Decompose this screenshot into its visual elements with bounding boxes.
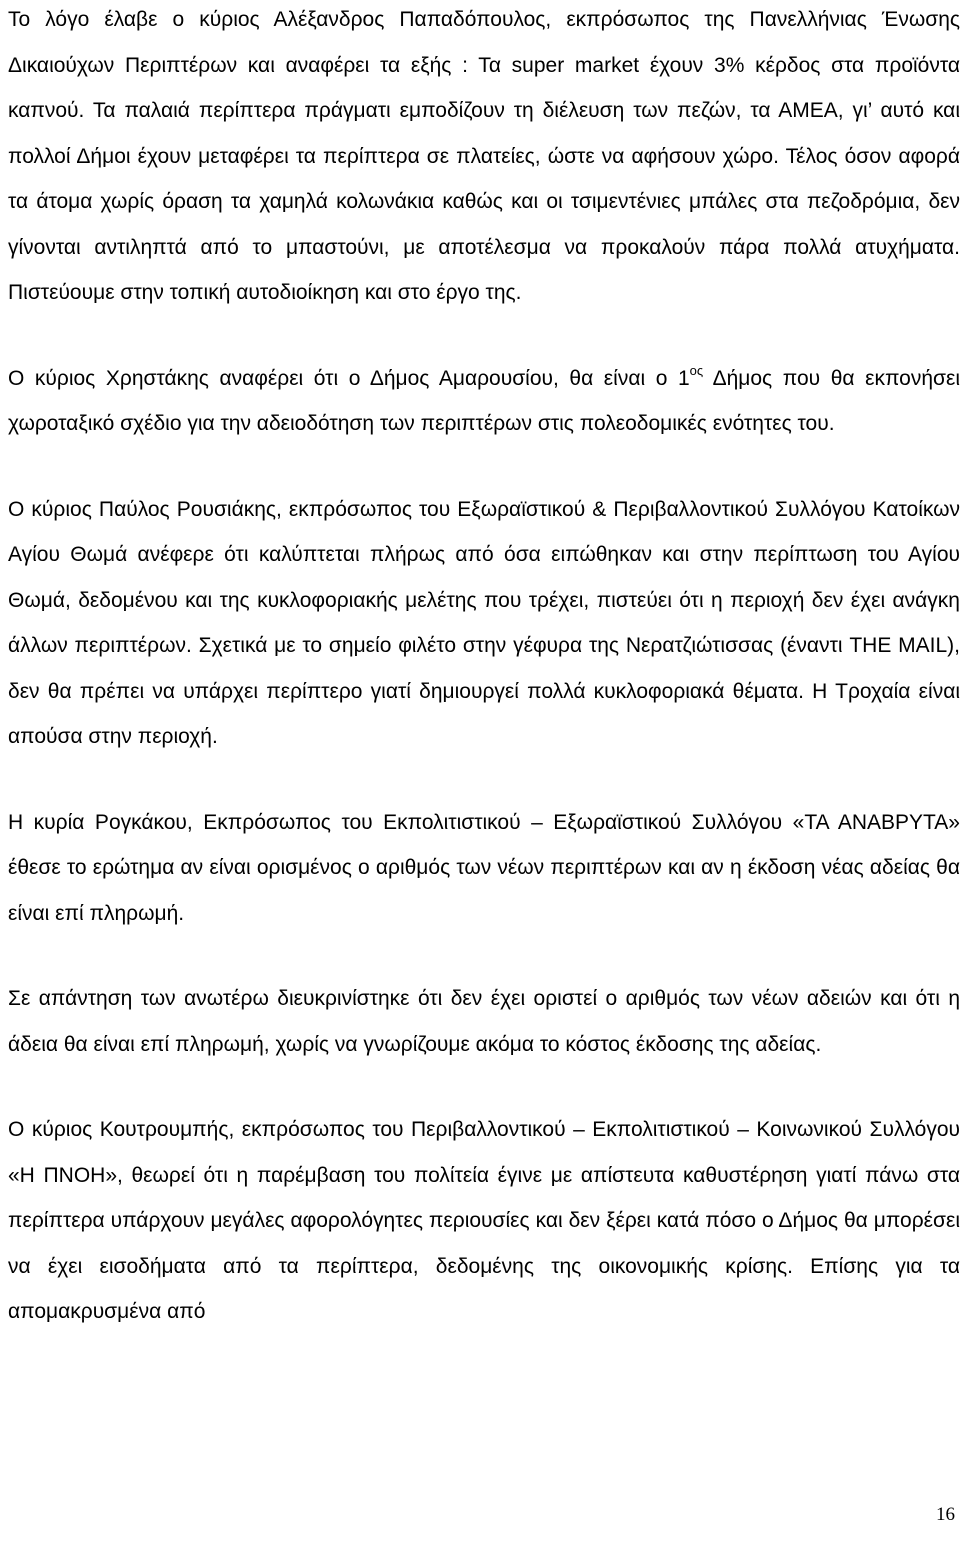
paragraph-koutroumpis: Ο κύριος Κουτρουμπής, εκπρόσωπος του Περιβαλλοντικού – Εκπολιτιστικού – Κοινωνικού Συλλόγου «Η ΠΝΟΗ», θεωρεί ότι η παρέμβαση του πολίτεία έγινε με απίστευτα καθυστέρηση γιατί πάνω στα περίπτερα υπάρχουν μεγάλες αφορολόγητες περιουσίες και δεν ξέρει κατά πόσο ο Δήμος θα μπορέσει να έχει εισοδήματα από τα περίπτερα, δεδομένης της οικονομικής κρίσης. Επίσης για τα απομακρυσμένα από: [8, 1118, 960, 1323]
paragraph-christakis-start: Ο κύριος Χρηστάκης αναφέρει ότι ο Δήμος Αμαρουσίου, θα είναι ο 1: [8, 366, 690, 390]
paragraph-response: Σε απάντηση των ανωτέρω διευκρινίστηκε ότι δεν έχει οριστεί ο αριθμός των νέων αδειών και ότι η άδεια θα είναι επί πληρωμή, χωρίς να γνωρίζουμε ακόμα το κόστος έκδοσης της αδείας.: [8, 987, 960, 1056]
paragraph-christakis-end: Δήμος που θα εκπονήσει χωροταξικό σχέδιο για την αδειοδότηση των περιπτέρων στις πολεοδομικές ενότητες του.: [8, 366, 960, 435]
paragraph-christakis: [8, 356, 960, 447]
paragraph-papadopoulos: Το λόγο έλαβε ο κύριος Αλέξανδρος Παπαδόπουλος, εκπρόσωπος της Πανελλήνιας Ένωσης Δικαιούχων Περιπτέρων και αναφέρει τα εξής : Τα super market έχουν 3% κέρδος στα προϊόντα καπνού. Τα παλαιά περίπτερα πράγματι εμποδίζουν τη διέλευση των πεζών, τα ΑΜΕΑ, γι’ αυτό και πολλοί Δήμοι έχουν μεταφέρει τα περίπτερα σε πλατείες, ώστε να αφήσουν χώρο. Τέλος όσον αφορά τα άτομα χωρίς όραση τα χαμηλά κολωνάκια καθώς και οι τσιμεντένιες μπάλες στα πεζοδρόμια, δεν γίνονται αντιληπτά από το μπαστούνι, με αποτέλεσμα να προκαλούν πάρα πολλά ατυχήματα. Πιστεύουμε στην τοπική αυτοδιοίκηση και στο έργο της.: [8, 8, 960, 304]
page-number: 16: [936, 1504, 955, 1525]
paragraph-rogkakou: Η κυρία Ρογκάκου, Εκπρόσωπος του Εκπολιτιστικού – Εξωραϊστικού Συλλόγου «ΤΑ ΑΝΑΒΡΥΤΑ» έθεσε το ερώτημα αν είναι ορισμένος ο αριθμός των νέων περιπτέρων και αν η έκδοση νέας αδείας θα είναι επί πληρωμή.: [8, 810, 960, 925]
ordinal-superscript: ος: [689, 362, 704, 378]
paragraph-rousiakis: Ο κύριος Παύλος Ρουσιάκης, εκπρόσωπος του Εξωραϊστικού & Περιβαλλοντικού Συλλόγου Κατοίκων Αγίου Θωμά ανέφερε ότι καλύπτεται πλήρως από όσα ειπώθηκαν και στην περίπτωση του Αγίου Θωμά, δεδομένου και της κυκλοφοριακής μελέτης που τρέχει, πιστεύει ότι η περιοχή δεν έχει ανάγκη άλλων περιπτέρων. Σχετικά με το σημείο φιλέτο στην γέφυρα της Νερατζιώτισσας (έναντι THE MAIL), δεν θα πρέπει να υπάρχει περίπτερο γιατί δημιουργεί πολλά κυκλοφοριακά θέματα. Η Τροχαία είναι απούσα στην περιοχή.: [8, 497, 960, 748]
document-page: [8, 0, 960, 1335]
